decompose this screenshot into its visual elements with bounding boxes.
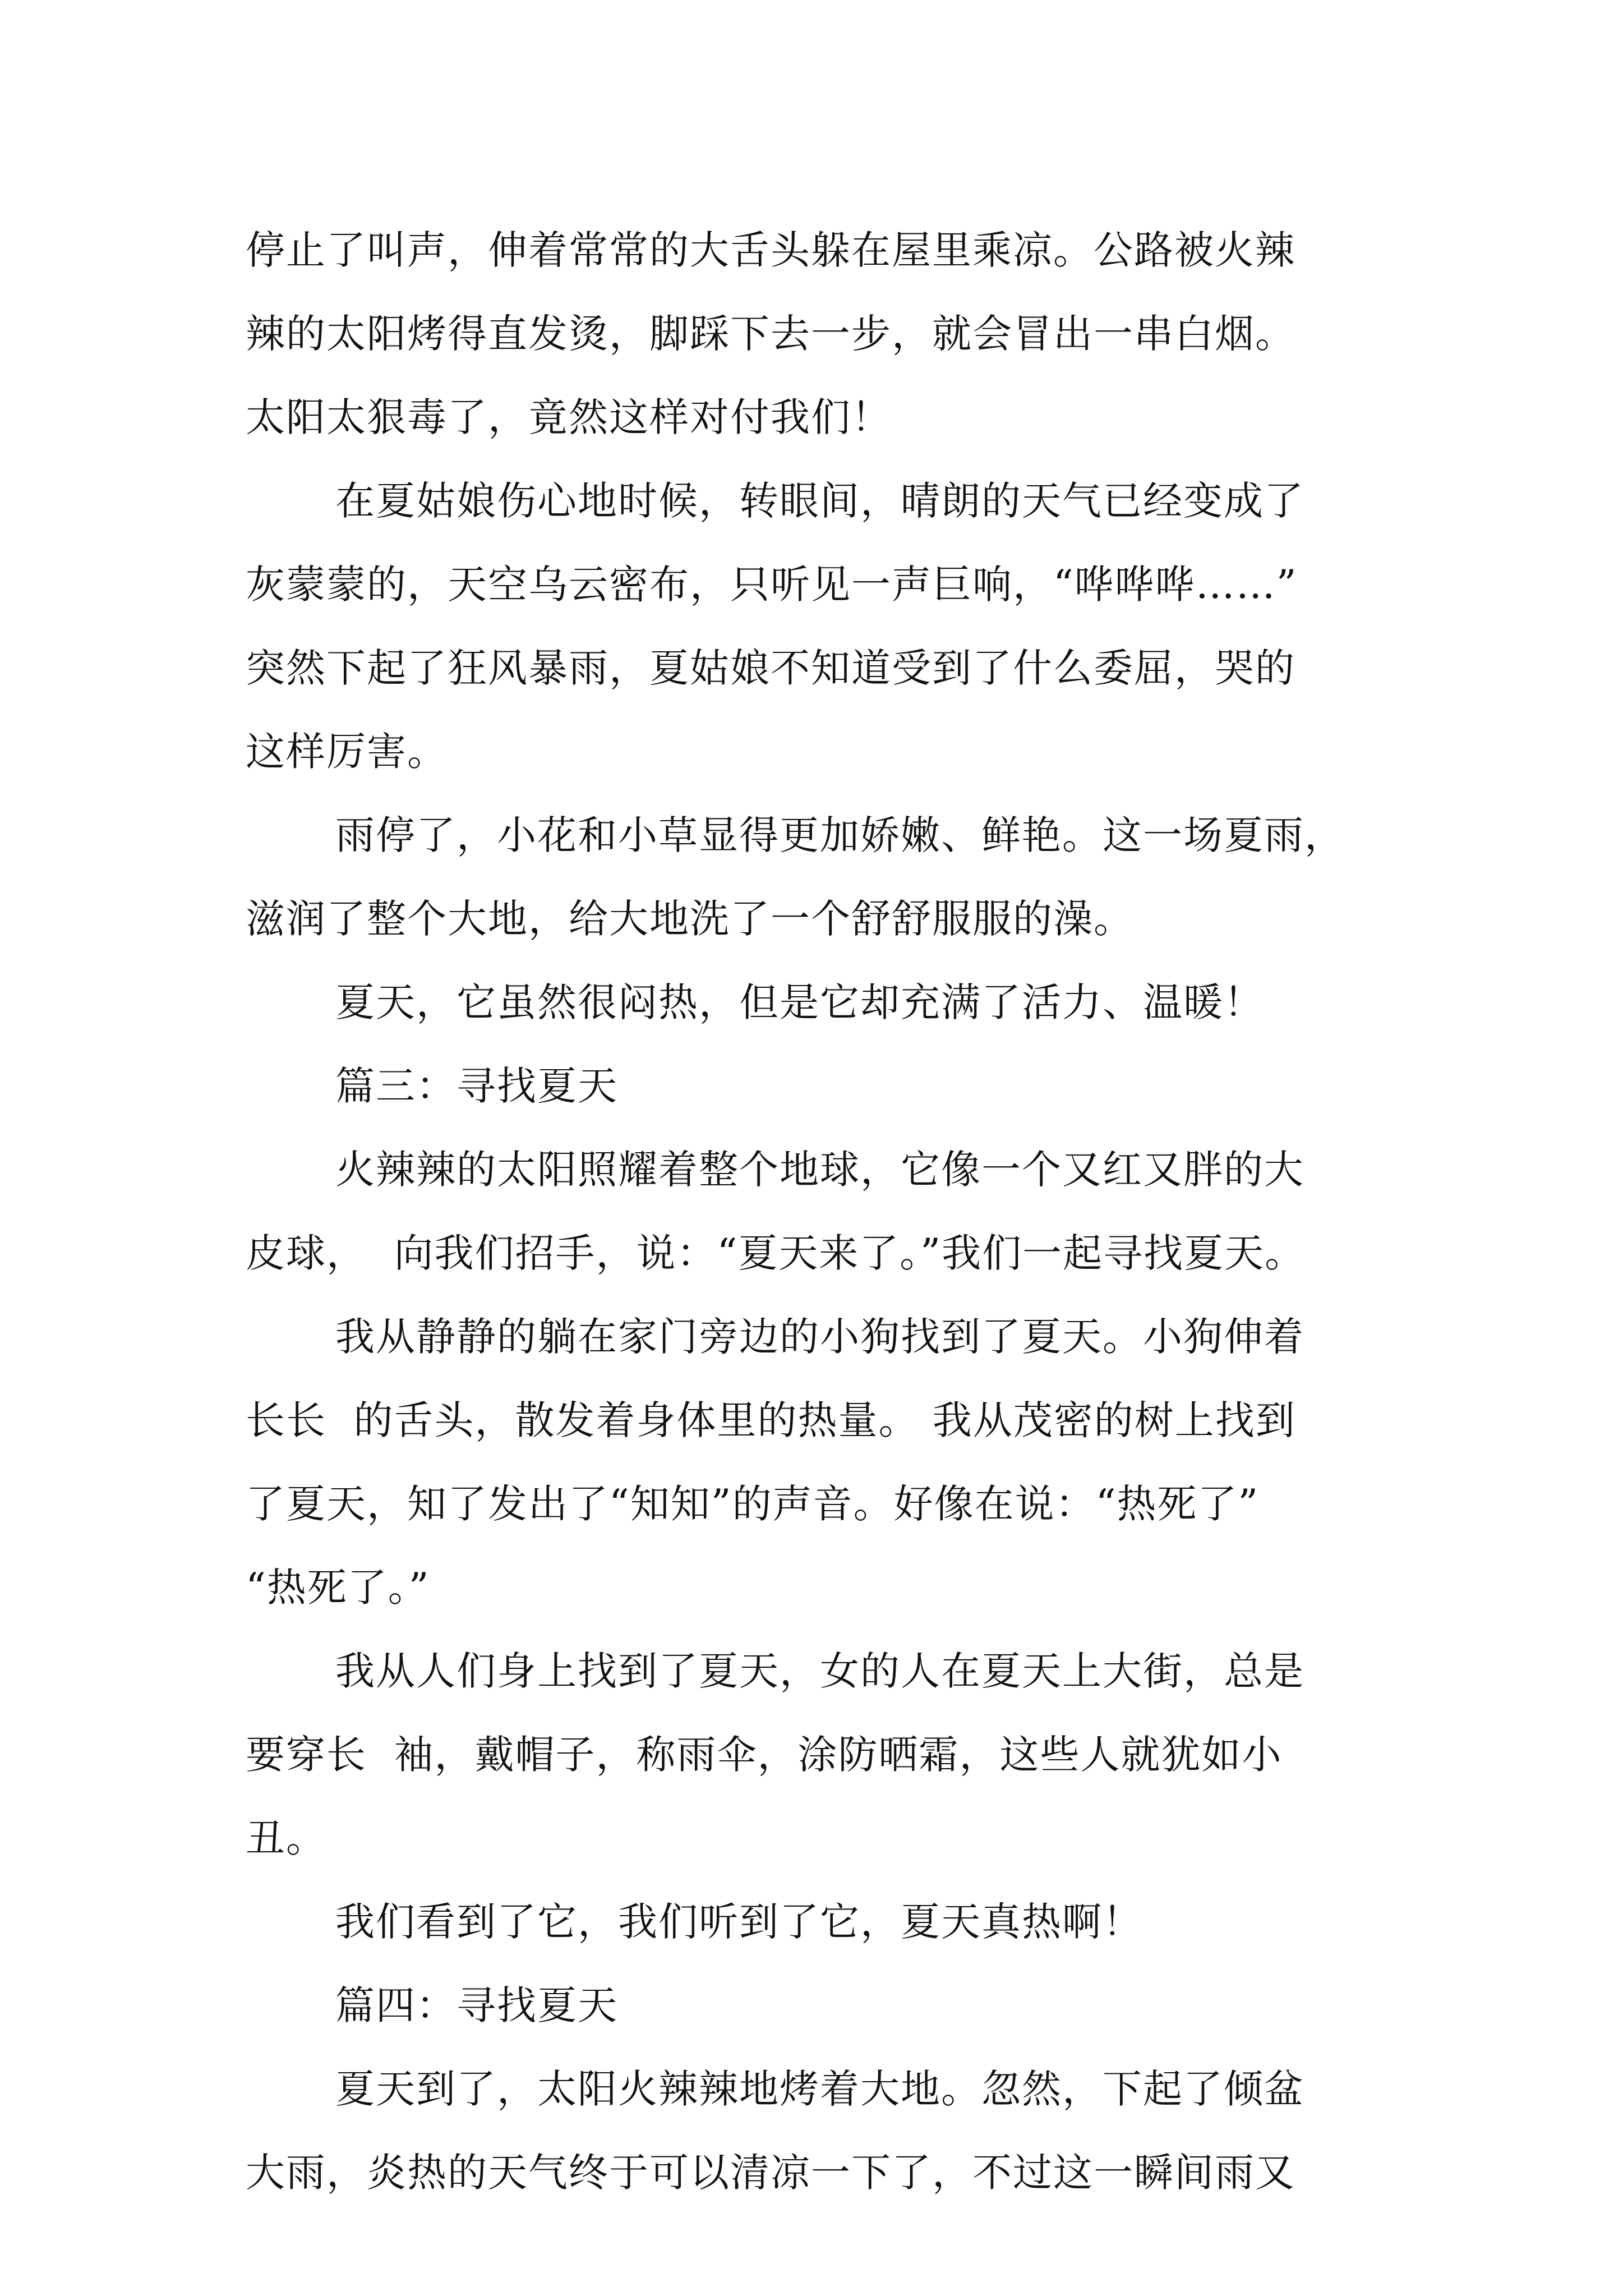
text-line: 这样厉害。 (246, 729, 448, 775)
text-line: 了夏天，知了发出了“知知”的声音。好像在说：“热死了” (246, 1481, 1260, 1527)
text-line: 灰蒙蒙的，天空乌云密布，只听见一声巨响，“哗哗哗……” (246, 562, 1298, 608)
text-line: 滋润了整个大地，给大地洗了一个舒舒服服的澡。 (246, 896, 1134, 942)
text-line: 夏天到了，太阳火辣辣地烤着大地。忽然，下起了倾盆 (335, 2066, 1304, 2112)
text-line: 要穿长 袖，戴帽子，称雨伞，涂防晒霜，这些人就犹如小 (246, 1732, 1283, 1778)
text-line: 雨停了，小花和小草显得更加娇嫩、鲜艳。这一场夏雨， (335, 812, 1345, 858)
text-line: “热死了。” (246, 1565, 430, 1611)
text-line: 篇四：寻找夏天 (335, 1982, 618, 2028)
text-line: 辣的太阳烤得直发烫，脚踩下去一步，就会冒出一串白烟。 (246, 311, 1295, 357)
text-line: 我们看到了它，我们听到了它，夏天真热啊！ (335, 1899, 1143, 1945)
text-line: 太阳太狠毒了，竟然这样对付我们！ (246, 394, 892, 440)
text-line: 大雨，炎热的天气终于可以清凉一下了，不过这一瞬间雨又 (246, 2150, 1295, 2196)
text-line: 丑。 (246, 1815, 326, 1861)
text-line: 我从人们身上找到了夏天，女的人在夏天上大街，总是 (335, 1648, 1304, 1694)
text-line: 长长 的舌头，散发着身体里的热量。 我从茂密的树上找到 (246, 1397, 1296, 1443)
text-line: 皮球， 向我们招手，说：“夏天来了。”我们一起寻找夏天。 (246, 1230, 1306, 1276)
text-line: 我从静静的躺在家门旁边的小狗找到了夏天。小狗伸着 (335, 1314, 1304, 1360)
text-line: 篇三：寻找夏天 (335, 1063, 618, 1109)
text-line: 突然下起了狂风暴雨，夏姑娘不知道受到了什么委屈，哭的 (246, 645, 1295, 691)
text-line: 停止了叫声，伸着常常的大舌头躲在屋里乘凉。公路被火辣 (246, 227, 1295, 273)
document-body (246, 209, 1390, 2215)
text-line: 在夏姑娘伤心地时候，转眼间，晴朗的天气已经变成了 (335, 478, 1304, 524)
text-line: 夏天，它虽然很闷热，但是它却充满了活力、温暖！ (335, 979, 1264, 1025)
text-line: 火辣辣的太阳照耀着整个地球，它像一个又红又胖的大 (335, 1147, 1304, 1193)
